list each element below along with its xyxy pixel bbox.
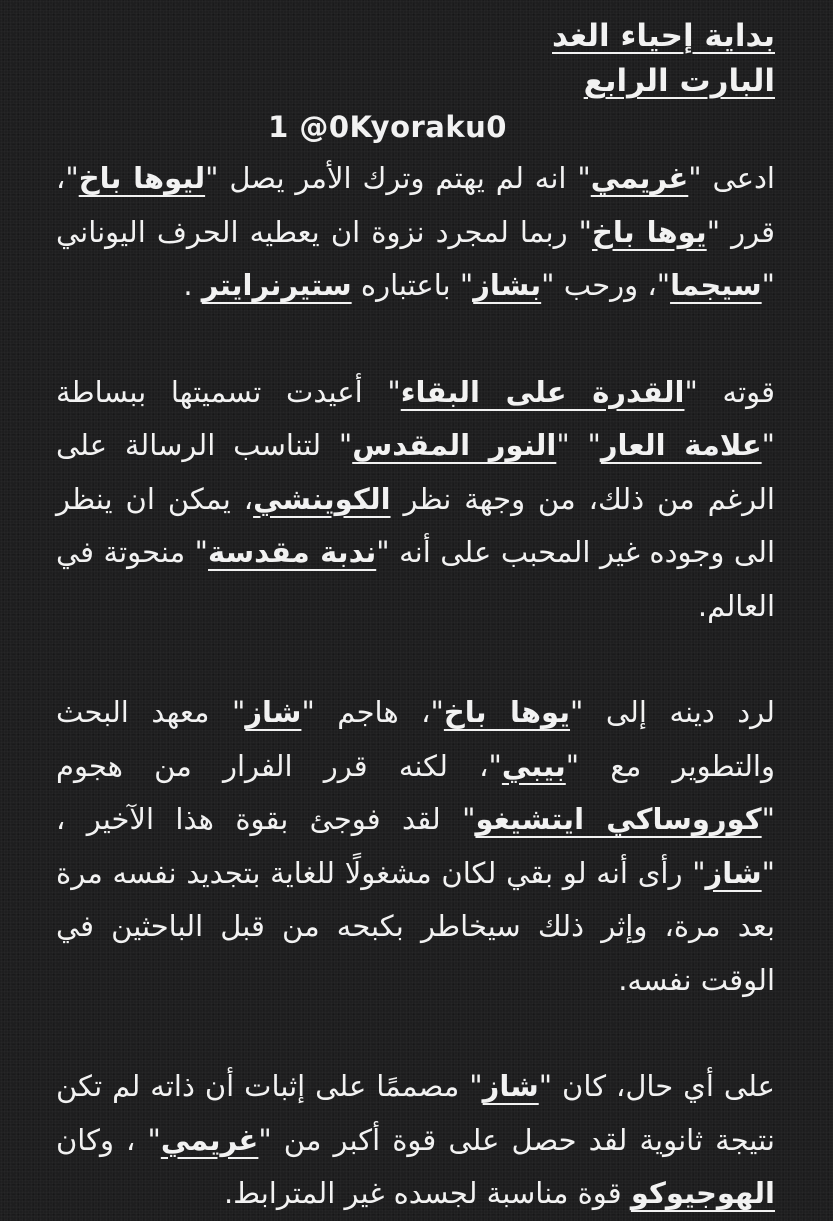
text-run: " لقد فوجئ بقوة هذا الآخير ، ": [56, 802, 775, 890]
text-run: قوته ": [684, 374, 775, 409]
highlighted-term: شاز: [482, 1069, 539, 1103]
text-run: " باعتباره: [351, 268, 474, 302]
highlighted-term: كوروساكي ايتشيغو: [475, 802, 762, 836]
text-run: " ربما لمجرد نزوة ان يعطيه الحرف اليوناني ": [56, 214, 775, 302]
part-title: البارت الرابع: [583, 63, 775, 99]
paragraph-4: [56, 1060, 775, 1221]
highlighted-term: ستيرنرايتر: [201, 268, 352, 302]
text-run: لرد دينه إلى ": [570, 695, 775, 729]
text-run: "، هاجم ": [301, 695, 444, 729]
highlighted-term: شاز: [245, 695, 302, 729]
highlighted-term: النور المقدس: [352, 428, 557, 462]
highlighted-term: الكوينشي: [253, 481, 391, 516]
text-run: " أعيدت تسميتها ببساطة ": [56, 374, 775, 462]
text-run: على أي حال، كان ": [538, 1069, 775, 1103]
highlighted-term: علامة العار: [600, 428, 762, 462]
text-run: "، لكنه قرر الفرار من هجوم ": [56, 748, 775, 836]
highlighted-term: ندبة مقدسة: [208, 535, 377, 569]
author-handle: 1 @0Kyoraku0: [268, 110, 507, 144]
text-run: " لتناسب الرسالة على الرغم من ذلك، من وجهة نظر: [56, 428, 775, 516]
paragraph-2: [56, 366, 775, 634]
text-run: " منحوتة في العالم.: [56, 535, 775, 623]
text-run: .: [183, 268, 202, 302]
paragraph-3: [56, 686, 775, 1007]
highlighted-term: بيبي: [501, 748, 566, 783]
paragraph-1: [56, 152, 775, 313]
text-run: " معهد البحث والتطوير مع ": [56, 695, 775, 783]
text-run: " رأى أنه لو بقي لكان مشغولًا للغاية بتجديد نفسه مرة بعد مرة، وإثر ذلك سيخاطر بكبحه من قبل الباحثين في الوقت نفسه.: [56, 855, 775, 997]
highlighted-term: سيجما: [670, 268, 762, 302]
text-run: " ، وكان: [56, 1122, 161, 1157]
text-run: "، ورحب ": [541, 268, 671, 302]
text-run: " مصممًا على إثبات أن ذاته لم تكن نتيجة ثانوية لقد حصل على قوة أكبر من ": [56, 1069, 775, 1157]
highlighted-term: بشاز: [473, 268, 542, 302]
text-run: ، يمكن ان ينظر الى وجوده غير المحبب على أنه ": [56, 481, 775, 569]
highlighted-term: يوها باخ: [443, 695, 571, 729]
highlighted-term: الهوجيوكو: [630, 1176, 775, 1210]
highlighted-term: يوها باخ: [592, 214, 707, 249]
highlighted-term: غريمي: [590, 161, 689, 195]
highlighted-term: غريمي: [160, 1122, 259, 1157]
highlighted-term: شاز: [705, 855, 762, 890]
highlighted-term: القدرة على البقاء: [400, 374, 685, 409]
highlighted-term: ليوها باخ: [78, 161, 206, 195]
text-run: " ": [556, 428, 601, 462]
text-run: قوة مناسبة لجسده غير المترابط.: [223, 1176, 631, 1210]
text-run: "، قرر ": [56, 161, 775, 249]
text-run: " انه لم يهتم وترك الأمر يصل ": [205, 161, 591, 195]
text-run: ادعى ": [688, 161, 775, 195]
document-title: بداية إحياء الغد: [552, 18, 775, 54]
